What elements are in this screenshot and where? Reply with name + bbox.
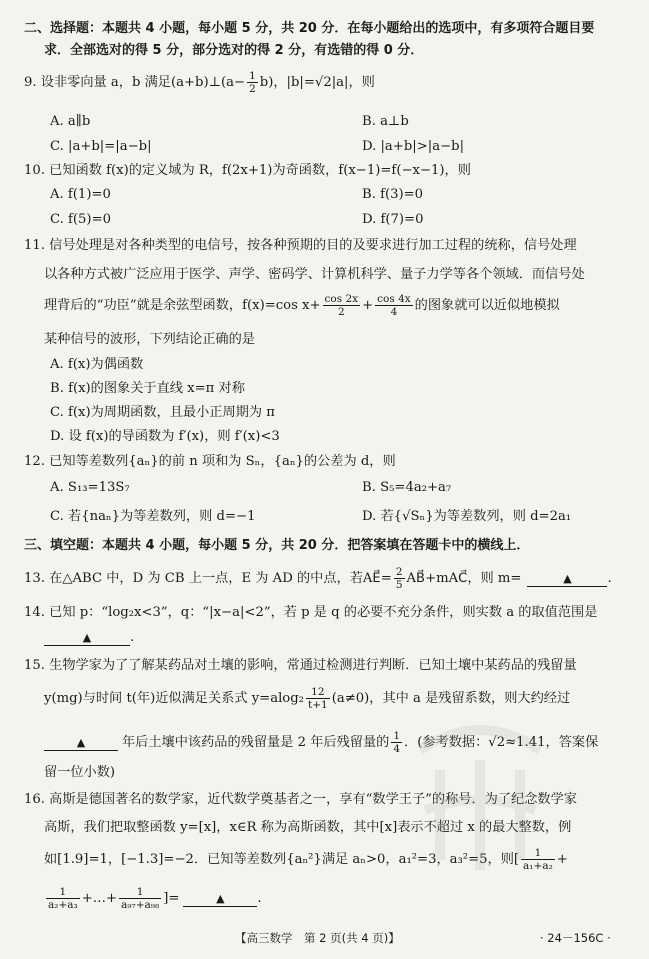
q16-end: . [257, 891, 262, 906]
q16-line2: 高斯，我们把取整函数 y=[x]，x∈R 称为高斯函数，其中[x]表示不超过 x 的最大整数，例 [44, 820, 572, 835]
q15-frac-den: t+1 [307, 699, 328, 711]
q12-option-c: C. 若{naₙ}为等差数列，则 d=−1 [50, 509, 256, 524]
q11-plus: + [362, 298, 374, 313]
q12-option-b: B. S₅=4a₂+a₇ [362, 480, 452, 495]
q15-line4: 留一位小数) [44, 765, 116, 780]
q13-stem-b: AB⃗+mAC⃗，则 m= [406, 571, 522, 586]
q16-frac2-den: a₂+a₃ [48, 899, 78, 911]
q11-line3 [44, 293, 629, 318]
seal-watermark-icon [380, 690, 580, 890]
q11-frac1 [323, 293, 361, 318]
q13-fraction [394, 566, 405, 591]
q12-option-d: D. 若{√Sₙ}为等差数列，则 d=2a₁ [362, 509, 572, 524]
q11-frac2-den: 4 [390, 306, 398, 318]
q16-frac1-num: 1 [521, 847, 555, 860]
q11-frac2-num: cos 4x [377, 293, 411, 305]
q11-option-d: D. 设 f(x)的导函数为 f′(x)，则 f′(x)<3 [50, 429, 280, 444]
q11-frac2 [375, 293, 413, 318]
section2-header-line1: 二、选择题：本题共 4 小题，每小题 5 分，共 20 分．在每小题给出的选项中，有多项符合题目要 [24, 21, 595, 36]
q11-frac1-den: 2 [337, 306, 345, 318]
q9-option-a: A. a∥b [50, 114, 91, 129]
q9-fraction [247, 70, 258, 95]
q14-answer-blank[interactable]: ▲ [44, 631, 130, 646]
q15-line2-b: (a≠0)，其中 a 是残留系数，则大约经过 [331, 691, 571, 706]
q13-stem-a: 13. 在△ABC 中，D 为 CB 上一点，E 为 AD 的中点，若AE⃗= [24, 571, 392, 586]
footer-exam-code: · 24－156C · [540, 931, 611, 945]
q13-end: . [607, 571, 612, 586]
q14-end: . [130, 630, 135, 645]
q16-frac3-den: a₉₇+a₉₈ [121, 899, 160, 911]
q10-option-a: A. f(1)=0 [50, 187, 111, 202]
q15-line1: 15. 生物学家为了了解某药品对土壤的影响，常通过检测进行判断．已知土壤中某药品的残留量 [24, 658, 577, 673]
q16-answer-blank[interactable]: ▲ [183, 892, 257, 907]
q16-line3-a: 如[1.9]=1，[−1.3]=−2．已知等差数列{aₙ²}满足 aₙ>0，a₁²=3，a₃²=5，则[ [44, 852, 520, 867]
q16-frac3-num: 1 [119, 886, 161, 899]
q9-stem-b: b)，|b|=√2|a|，则 [259, 75, 375, 90]
q16-frac2 [46, 886, 80, 911]
section3-header: 三、填空题：本题共 4 小题，每小题 5 分，共 20 分．把答案填在答题卡中的横线上． [24, 538, 530, 553]
q16-frac2-num: 1 [46, 886, 80, 899]
q16-plus1: + [556, 852, 568, 867]
q16-frac1-den: a₁+a₂ [523, 860, 553, 872]
q11-line4: 某种信号的波形，下列结论正确的是 [44, 332, 255, 347]
q11-option-c: C. f(x)为周期函数，且最小正周期为 π [50, 405, 275, 420]
q11-line3-a: 理背后的“功臣”就是余弦型函数，f(x)=cos x+ [44, 298, 321, 313]
q16-frac3 [119, 886, 161, 911]
q15-line2-a: y(mg)与时间 t(年)近似满足关系式 y=alog₂ [44, 691, 304, 706]
q14-line2 [44, 629, 629, 647]
q16-close: ]= [163, 891, 180, 906]
q11-line2: 以各种方式被广泛应用于医学、声学、密码学、计算机科学、量子力学等各个领域．而信号处 [44, 267, 585, 282]
q13-answer-blank[interactable]: ▲ [527, 572, 607, 587]
q11-line3-b: 的图象就可以近似地模拟 [414, 298, 560, 313]
q16-line1: 16. 高斯是德国著名的数学家，近代数学奠基者之一，享有“数学王子”的称号．为了纪念数学家 [24, 792, 577, 807]
q11-option-b: B. f(x)的图象关于直线 x=π 对称 [50, 381, 245, 396]
q13-frac-den: 5 [395, 579, 403, 591]
q9-frac-den: 2 [249, 83, 256, 95]
q10-stem: 10. 已知函数 f(x)的定义域为 R，f(2x+1)为奇函数，f(x−1)=f(−x−1)，则 [24, 163, 471, 178]
q15-line3-b: ．(参考数据：√2≈1.41，答案保 [404, 735, 599, 750]
q9-option-b: B. a⊥b [362, 114, 409, 129]
q12-stem: 12. 已知等差数列{aₙ}的前 n 项和为 Sₙ，{aₙ}的公差为 d，则 [24, 454, 396, 469]
q11-frac1-num: cos 2x [324, 293, 359, 305]
q14-line1: 14. 已知 p：“log₂x<3”，q：“|x−a|<2”，若 p 是 q 的必要不充分条件，则实数 a 的取值范围是 [24, 605, 598, 620]
q9-stem-a: 9. 设非零向量 a，b 满足(a+b)⊥(a− [24, 75, 246, 90]
q9-stem [24, 70, 629, 95]
q15-answer-blank[interactable]: ▲ [44, 736, 118, 751]
q9-option-c: C. |a+b|=|a−b| [50, 139, 152, 154]
footer-page-info: 【高三数学 第 2 页(共 4 页)】 [235, 931, 400, 945]
q15-frac-num: 12 [306, 686, 330, 699]
q13-stem [24, 566, 629, 591]
q15-quarter-num: 1 [393, 730, 401, 742]
q10-option-d: D. f(7)=0 [362, 212, 424, 227]
q11-option-a: A. f(x)为偶函数 [50, 357, 144, 372]
q11-line1: 11. 信号处理是对各种类型的电信号，按各种预期的目的及要求进行加工过程的统称，信号处理 [24, 238, 577, 253]
q9-option-d: D. |a+b|>|a−b| [362, 139, 465, 154]
q13-frac-num: 2 [395, 566, 403, 578]
q9-frac-num: 1 [249, 70, 256, 82]
q10-option-b: B. f(3)=0 [362, 187, 424, 202]
section2-header-line2: 求．全部选对的得 5 分，部分选对的得 2 分，有选错的得 0 分． [44, 43, 424, 58]
q12-option-a: A. S₁₃=13S₇ [50, 480, 130, 495]
q15-fraction [306, 686, 330, 711]
q16-mid: +…+ [81, 891, 118, 906]
q15-quarter-den: 4 [393, 743, 401, 755]
q10-option-c: C. f(5)=0 [50, 212, 112, 227]
q15-line3-a: 年后土壤中该药品的残留量是 2 年后残留量的 [122, 735, 390, 750]
